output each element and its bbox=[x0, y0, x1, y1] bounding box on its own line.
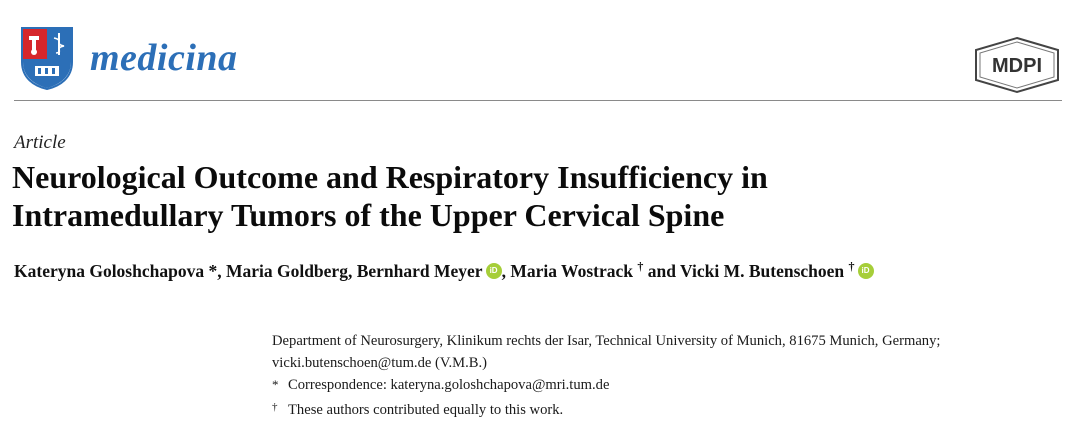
authors-part-3: and Vicki M. Butenschoen bbox=[643, 261, 845, 281]
orcid-icon[interactable]: iD bbox=[486, 263, 502, 279]
author-list bbox=[14, 259, 1074, 282]
journal-header bbox=[0, 0, 1078, 102]
equal-note-mark: † bbox=[272, 401, 278, 413]
article-type: Article bbox=[14, 132, 66, 153]
equal-note-text: These authors contributed equally to this work. bbox=[288, 402, 564, 418]
journal-shield-logo-icon bbox=[20, 26, 74, 90]
article-title-line-2: Intramedullary Tumors of the Upper Cervical Spine bbox=[12, 197, 725, 233]
header-divider bbox=[14, 100, 1062, 101]
authors-part-1: Kateryna Goloshchapova *, Maria Goldberg, Bernhard Meyer bbox=[14, 261, 483, 281]
correspondence-mark: * bbox=[272, 377, 279, 392]
orcid-icon[interactable]: iD bbox=[858, 263, 874, 279]
journal-name[interactable]: medicina bbox=[90, 37, 238, 79]
equal-contribution-mark: † bbox=[637, 259, 644, 273]
affiliation-line-2[interactable]: vicki.butenschoen@tum.de (V.M.B.) bbox=[272, 355, 488, 371]
article-title-line-1: Neurological Outcome and Respiratory Insufficiency in bbox=[12, 159, 768, 195]
affiliation-line-1: Department of Neurosurgery, Klinikum rechts der Isar, Technical University of Munich, 81675 Munich, Germany; bbox=[272, 333, 941, 349]
article-title bbox=[12, 158, 1052, 234]
affiliations-block bbox=[272, 330, 1072, 421]
equal-contribution-mark: † bbox=[848, 259, 855, 273]
authors-part-2: , Maria Wostrack bbox=[501, 261, 633, 281]
equal-contribution-note bbox=[272, 396, 1072, 421]
correspondence-line bbox=[272, 374, 1072, 396]
correspondence-text[interactable]: Correspondence: kateryna.goloshchapova@mri.tum.de bbox=[288, 377, 610, 393]
mdpi-logo-icon[interactable] bbox=[974, 36, 1060, 94]
mdpi-logo-text: MDPI bbox=[992, 55, 1042, 77]
